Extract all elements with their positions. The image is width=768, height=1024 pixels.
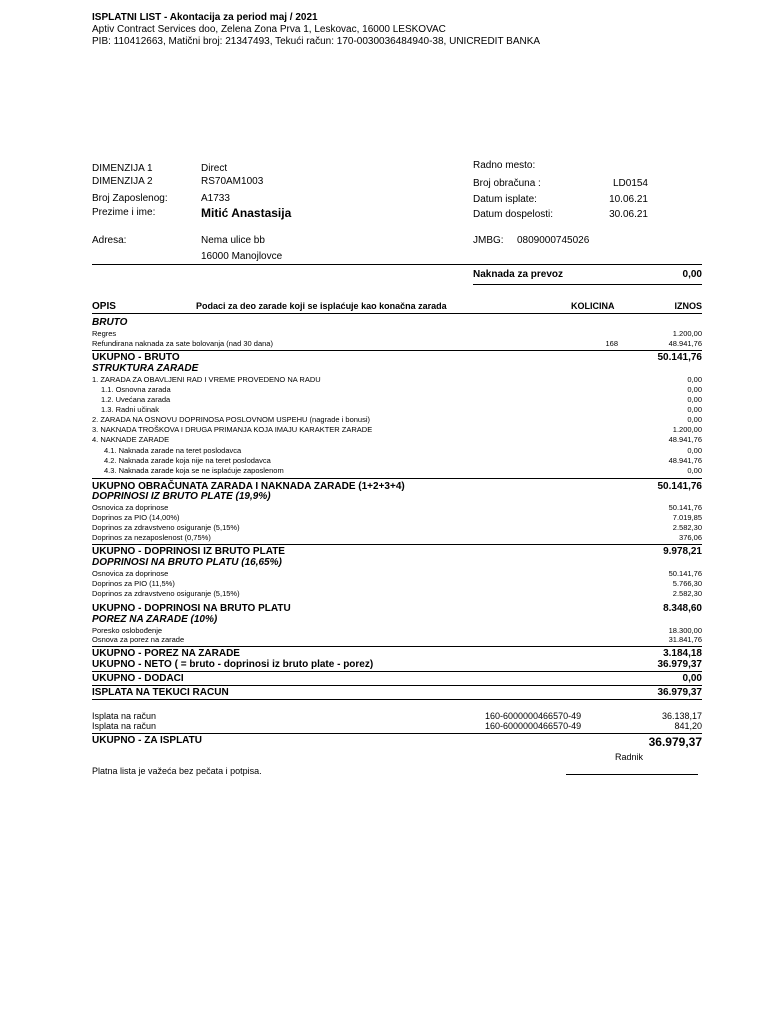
row-value: 0,00: [687, 415, 702, 424]
table-row: [92, 375, 702, 385]
dim1-label: DIMENZIJA 1: [92, 163, 153, 174]
section-doprinosi-iz: DOPRINOSI IZ BRUTO PLATE (19,9%): [92, 491, 271, 502]
pay-date-value: 10.06.21: [609, 194, 648, 205]
row-value: 18.300,00: [668, 626, 702, 635]
row-value: 376,06: [679, 533, 702, 542]
workplace-label: Radno mesto:: [473, 160, 536, 171]
row-value: 841,20: [674, 721, 702, 731]
company-line: Aptiv Contract Services doo, Zelena Zona Prva 1, Leskovac, 16000 LESKOVAC: [92, 24, 446, 35]
row-quantity: 168: [605, 339, 618, 348]
row-account: 160-6000000466570-49: [485, 721, 582, 731]
divider: [473, 284, 702, 285]
row-value: 1.200,00: [672, 329, 702, 338]
divider: [92, 646, 702, 647]
row-value: 0,00: [687, 375, 702, 384]
table-row: [92, 523, 702, 533]
table-row: [92, 635, 702, 645]
col-kolicina: KOLICINA: [571, 301, 615, 311]
total-label: UKUPNO - POREZ NA ZARADE: [92, 648, 240, 659]
table-row: [92, 415, 702, 425]
signature-line: [566, 774, 698, 775]
total-label: UKUPNO - DOPRINOSI IZ BRUTO PLATE: [92, 546, 285, 557]
company-ids-line: PIB: 110412663, Matični broj: 21347493, Tekući račun: 170-0030036484940-38, UNICREDIT BANKA: [92, 36, 541, 47]
total-label: UKUPNO - NETO ( = bruto - doprinosi iz bruto plate - porez): [92, 659, 374, 670]
section-bruto: BRUTO: [92, 317, 128, 328]
row-value: 48.941,76: [668, 456, 702, 465]
row-label: Osnova za porez na zarade: [92, 635, 185, 644]
total-row: [92, 659, 702, 671]
divider: [92, 350, 702, 351]
row-label: Doprinos za zdravstveno osiguranje (5,15%): [92, 523, 240, 532]
table-row: [92, 513, 702, 523]
document-title: ISPLATNI LIST - Akontacija za period maj / 2021: [92, 12, 318, 23]
row-label: Doprinos za PIO (11,5%): [92, 579, 175, 588]
row-value: 50.141,76: [668, 569, 702, 578]
transport-value: 0,00: [682, 269, 702, 280]
table-row: [92, 466, 702, 476]
section-doprinosi-na: DOPRINOSI NA BRUTO PLATU (16,65%): [92, 557, 282, 568]
total-value: 36.979,37: [657, 659, 702, 670]
row-value: 2.582,30: [672, 523, 702, 532]
row-value: 0,00: [687, 395, 702, 404]
table-row: [92, 329, 702, 339]
row-value: 2.582,30: [672, 589, 702, 598]
table-row: [92, 446, 702, 456]
payout-total-label: UKUPNO - ZA ISPLATU: [92, 735, 202, 746]
pay-date-label: Datum isplate:: [473, 194, 537, 205]
row-label: 2. ZARADA NA OSNOVU DOPRINOSA POSLOVNOM USPEHU (nagrade i bonusi): [92, 415, 371, 424]
divider: [92, 264, 702, 265]
total-value: 8.348,60: [663, 603, 702, 614]
table-row: [92, 385, 702, 395]
divider: [92, 544, 702, 545]
row-label: 3. NAKNADA TROŠKOVA I DRUGA PRIMANJA KOJA IMAJU KARAKTER ZARADE: [92, 425, 373, 434]
row-label: Osnovica za doprinose: [92, 569, 169, 578]
section-porez: POREZ NA ZARADE (10%): [92, 614, 218, 625]
total-label: UKUPNO - BRUTO: [92, 352, 180, 363]
total-value: 50.141,76: [657, 352, 702, 363]
row-label: Osnovica za doprinose: [92, 503, 169, 512]
total-value: 9.978,21: [663, 546, 702, 557]
total-value: 3.184,18: [663, 648, 702, 659]
address-line-1: Nema ulice bb: [201, 235, 265, 246]
total-label: UKUPNO - DODACI: [92, 673, 184, 684]
row-label: 4.1. Naknada zarade na teret poslodavca: [104, 446, 242, 455]
col-opis: OPIS: [92, 301, 116, 312]
row-label: 4.2. Naknada zarade koja nije na teret poslodavca: [104, 456, 271, 465]
row-value: 0,00: [687, 405, 702, 414]
row-label: Isplata na račun: [92, 711, 157, 721]
divider: [92, 671, 702, 672]
table-row: [92, 395, 702, 405]
row-value: 48.941,76: [668, 435, 702, 444]
row-value: 48.941,76: [668, 339, 702, 348]
divider: [92, 685, 702, 686]
row-value: 0,00: [687, 466, 702, 475]
row-value: 1.200,00: [672, 425, 702, 434]
row-label: 1.1. Osnovna zarada: [101, 385, 171, 394]
table-row: [92, 569, 702, 579]
row-label: 4.3. Naknada zarade koja se ne isplaćuje zaposlenom: [104, 466, 284, 475]
section-struktura: STRUKTURA ZARADE: [92, 363, 199, 374]
row-value: 5.766,30: [672, 579, 702, 588]
col-description: Podaci za deo zarade koji se isplaćuje kao konačna zarada: [196, 301, 447, 311]
row-value: 0,00: [687, 385, 702, 394]
address-label: Adresa:: [92, 235, 127, 246]
validity-note: Platna lista je važeća bez pečata i potpisa.: [92, 766, 262, 776]
total-label: UKUPNO OBRAČUNATA ZARADA I NAKNADA ZARADE (1+2+3+4): [92, 481, 405, 492]
row-value: 0,00: [687, 446, 702, 455]
table-row: [92, 425, 702, 435]
row-value: 7.019,85: [672, 513, 702, 522]
row-label: Doprinos za zdravstveno osiguranje (5,15%): [92, 589, 240, 598]
jmbg-value: 0809000745026: [517, 235, 590, 246]
table-row: [92, 589, 702, 599]
total-row: [92, 673, 702, 685]
divider: [92, 699, 702, 700]
divider: [92, 733, 702, 734]
total-label: UKUPNO - DOPRINOSI NA BRUTO PLATU: [92, 603, 291, 614]
table-row: [92, 435, 702, 445]
row-account: 160-6000000466570-49: [485, 711, 582, 721]
employee-name-value: Mitić Anastasija: [201, 206, 292, 220]
total-value: 36.979,37: [657, 687, 702, 698]
row-label: Poresko oslobođenje: [92, 626, 163, 635]
row-label: Regres: [92, 329, 117, 338]
row-label: 4. NAKNADE ZARADE: [92, 435, 170, 444]
row-label: 1. ZARADA ZA OBAVLJENI RAD I VREME PROVEDENO NA RADU: [92, 375, 321, 384]
table-row: [92, 456, 702, 466]
signature-label: Radnik: [615, 752, 644, 762]
jmbg-label: JMBG:: [473, 235, 504, 246]
row-label: Doprinos za PIO (14,00%): [92, 513, 180, 522]
table-row: [92, 503, 702, 513]
row-label: 1.2. Uvećana zarada: [101, 395, 171, 404]
payout-total-value: 36.979,37: [648, 735, 702, 749]
calc-number-value: LD0154: [612, 178, 648, 189]
total-label: ISPLATA NA TEKUCI RACUN: [92, 687, 229, 698]
dim2-value: RS70AM1003: [201, 176, 264, 187]
row-value: 50.141,76: [668, 503, 702, 512]
due-date-label: Datum dospelosti:: [473, 209, 554, 220]
table-row: [92, 533, 702, 543]
row-label: Doprinos za nezaposlenost (0,75%): [92, 533, 211, 542]
table-row: [92, 579, 702, 589]
row-label: 1.3. Radni učinak: [101, 405, 159, 414]
employee-id-label: Broj Zaposlenog:: [92, 193, 168, 204]
row-value: 36.138,17: [661, 711, 702, 721]
table-row: [92, 405, 702, 415]
row-value: 31.841,76: [668, 635, 702, 644]
row-label: Isplata na račun: [92, 721, 157, 731]
row-label: Refundirana naknada za sate bolovanja (nad 30 dana): [92, 339, 273, 348]
total-value: 0,00: [682, 673, 702, 684]
divider: [92, 313, 702, 314]
table-row: [92, 721, 702, 732]
dim2-label: DIMENZIJA 2: [92, 176, 153, 187]
due-date-value: 30.06.21: [609, 209, 648, 220]
total-value: 50.141,76: [657, 481, 702, 492]
employee-name-label: Prezime i ime:: [92, 207, 156, 218]
transport-label: Naknada za prevoz: [473, 269, 564, 280]
calc-number-label: Broj obračuna :: [473, 178, 541, 189]
col-iznos: IZNOS: [674, 301, 702, 311]
total-row: [92, 687, 702, 699]
address-line-2: 16000 Manojlovce: [201, 251, 283, 262]
divider: [92, 478, 702, 479]
dim1-value: Direct: [201, 163, 228, 174]
employee-id-value: A1733: [201, 193, 230, 204]
table-row: [92, 339, 702, 349]
